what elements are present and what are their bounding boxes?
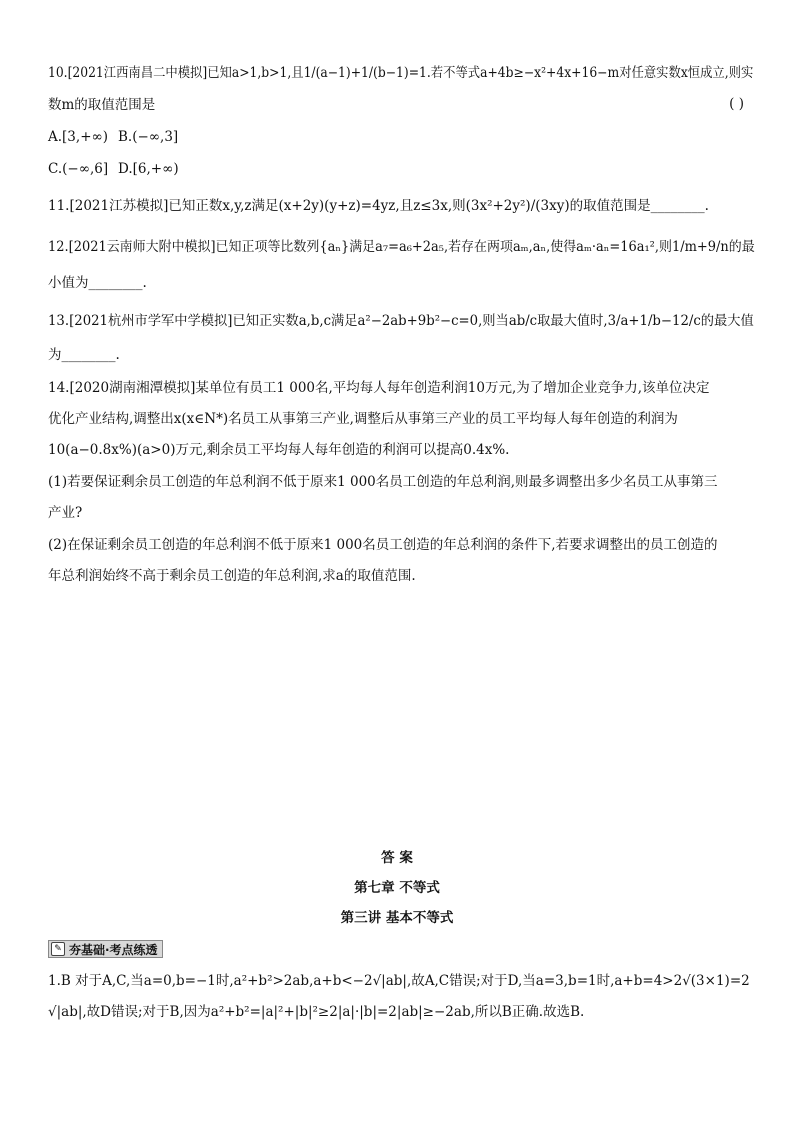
q13-line2: 为________.: [48, 347, 120, 363]
q12-line2: 小值为________.: [48, 275, 147, 291]
lightbulb-icon: ✎: [51, 942, 65, 956]
q10-option-c: C.(−∞,6]: [48, 161, 109, 177]
badge-label: 夯基础·考点练透: [69, 942, 158, 957]
section-badge: [48, 940, 163, 958]
q14-line3: 10(a−0.8x%)(a>0)万元,剩余员工平均每人每年创造的利润可以提高0.4x%.: [48, 442, 510, 458]
q12-line1: 12.[2021云南师大附中模拟]已知正项等比数列{aₙ}满足a₇=a₆+2a₅,若存在两项aₘ,aₙ,使得aₘ·aₙ=16a₁²,则1/m+9/n的最: [48, 239, 755, 255]
q10-option-a: A.[3,+∞): [48, 129, 109, 145]
q14-line1: 14.[2020湖南湘潭模拟]某单位有员工1 000名,平均每人每年创造利润10万元,为了增加企业竞争力,该单位决定: [48, 380, 710, 396]
q14-part2-line2: 年总利润始终不高于剩余员工创造的年总利润,求a的取值范围.: [48, 568, 416, 584]
section-title: 第三讲 基本不等式: [340, 910, 454, 926]
q14-line2: 优化产业结构,调整出x(x∈N*)名员工从事第三产业,调整后从事第三产业的员工平均每人每年创造的利润为: [48, 411, 678, 427]
q10-answer-paren: ( ): [729, 96, 744, 112]
q10-line1: 10.[2021江西南昌二中模拟]已知a>1,b>1,且1/(a−1)+1/(b−1)=1.若不等式a+4b≥−x²+4x+16−m对任意实数x恒成立,则实: [48, 65, 754, 81]
answer-1-line1: 1.B 对于A,C,当a=0,b=−1时,a²+b²>2ab,a+b<−2√|ab|,故A,C错误;对于D,当a=3,b=1时,a+b=4>2√(3×1)=2: [48, 973, 750, 989]
answer-1-line2: √|ab|,故D错误;对于B,因为a²+b²=|a|²+|b|²≥2|a|·|b|=2|ab|≥−2ab,所以B正确.故选B.: [48, 1004, 585, 1020]
q10-option-b: B.(−∞,3]: [118, 129, 179, 145]
q10-option-d: D.[6,+∞): [118, 161, 179, 177]
q11-text: 11.[2021江苏模拟]已知正数x,y,z满足(x+2y)(y+z)=4yz,且z≤3x,则(3x²+2y²)/(3xy)的取值范围是________.: [48, 198, 709, 214]
q14-part1-line2: 产业?: [48, 505, 83, 521]
q10-line2: 数m的取值范围是: [48, 97, 156, 113]
answer-title: 答 案: [381, 850, 413, 866]
chapter-title: 第七章 不等式: [354, 880, 440, 896]
q14-part2-line1: (2)在保证剩余员工创造的年总利润不低于原来1 000名员工创造的年总利润的条件下,若要求调整出的员工创造的: [48, 537, 718, 553]
q14-part1-line1: (1)若要保证剩余员工创造的年总利润不低于原来1 000名员工创造的年总利润,则最多调整出多少名员工从事第三: [48, 474, 718, 490]
q13-line1: 13.[2021杭州市学军中学模拟]已知正实数a,b,c满足a²−2ab+9b²−c=0,则当ab/c取最大值时,3/a+1/b−12/c的最大值: [48, 313, 754, 329]
